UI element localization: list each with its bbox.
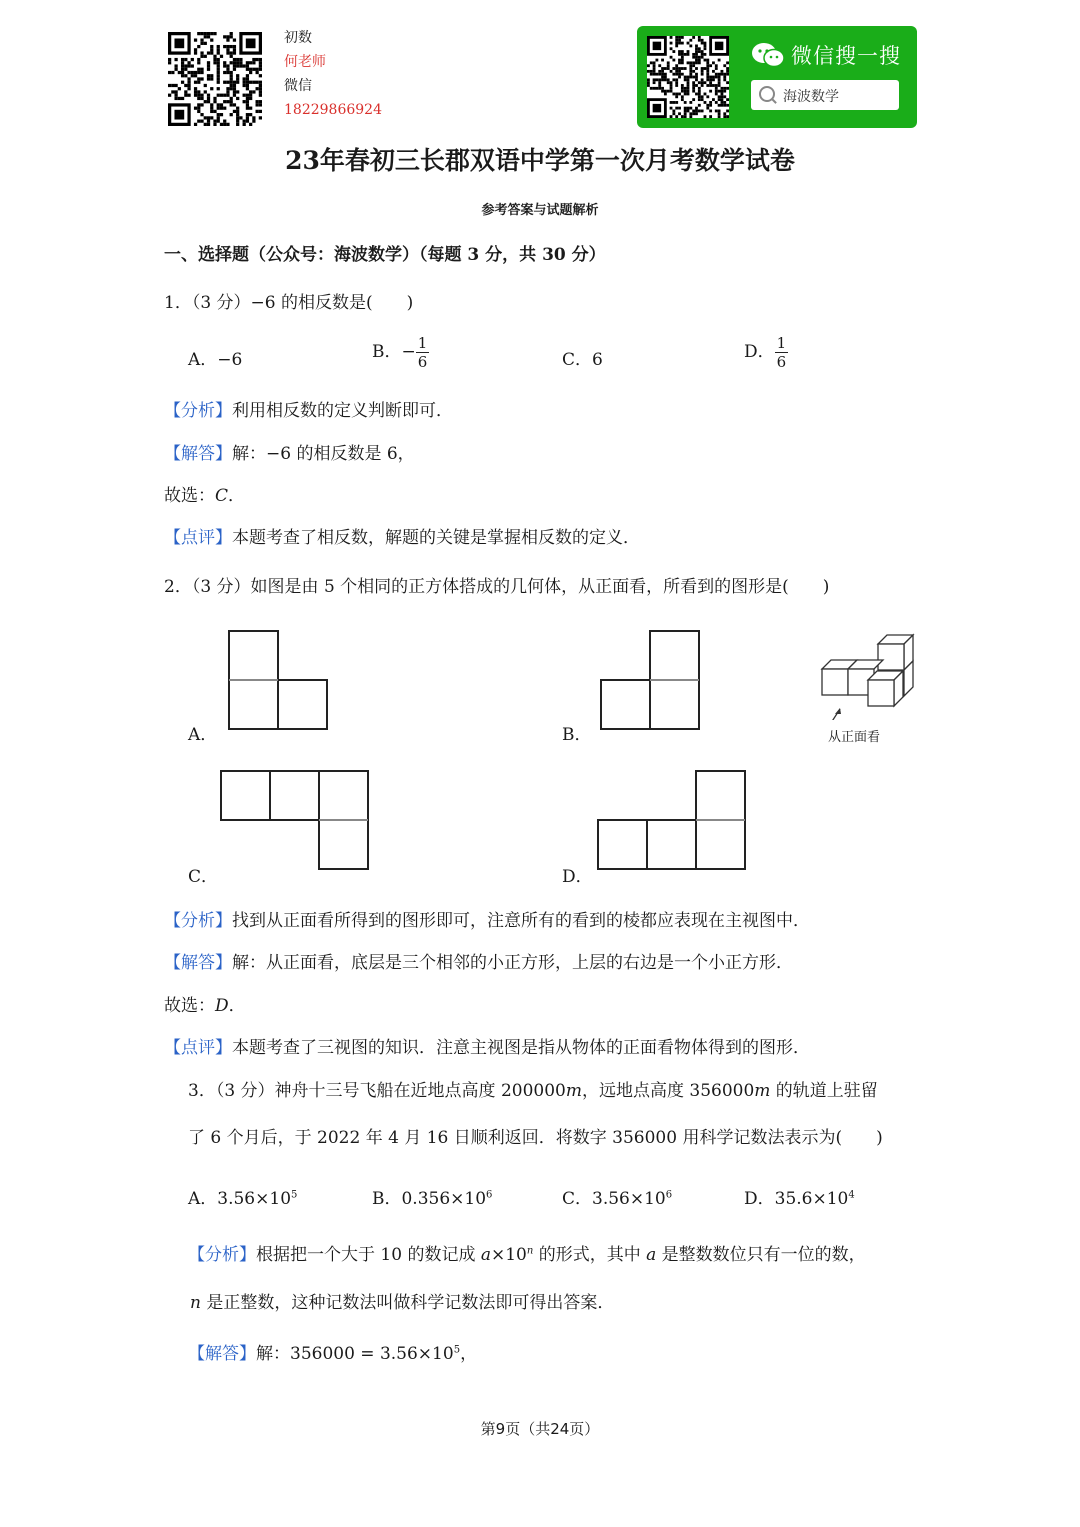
q1-option-b: B．− $\frac{1}{6}$ — [372, 334, 428, 371]
q2-solution: 【解答】解：从正面看，底层是三个相邻的小正方形，上层的右边是一个小正方形． — [164, 953, 793, 973]
q1-stem: 1．（3 分）−6 的相反数是( ) — [164, 293, 414, 313]
q1-option-a: A．−6 — [188, 350, 243, 370]
wechat-qr-image — [647, 36, 729, 118]
page-number: 第9页（共24页） — [480, 1420, 600, 1438]
q1-option-c: C．6 — [562, 350, 603, 370]
q2-figure-b — [598, 628, 704, 732]
q3-analysis-line2: n 是正整数，这种记数法叫做科学记数法即可得出答案． — [190, 1293, 615, 1313]
q3-analysis-line1: 【分析】根据把一个大于 10 的数记成 $a\times 10^n$ 的形式，其中 a 是整数数位只有一位的数， — [188, 1245, 866, 1265]
q3-option-a: A．$3.56\times 10^5$ — [188, 1189, 298, 1209]
document-title: 23年春初三长郡双语中学第一次月考数学试卷 — [285, 146, 795, 175]
q3-option-c: C．$3.56\times 10^6$ — [562, 1189, 673, 1209]
q2-option-d: D． — [562, 867, 593, 887]
q2-figure-c — [218, 768, 374, 872]
wechat-search-box[interactable] — [751, 80, 899, 110]
contact-line-4: 18229866924 — [284, 102, 382, 118]
q2-figure-a — [226, 628, 332, 732]
q2-choice: 故选：D． — [164, 996, 246, 1016]
qr-code-image — [168, 32, 262, 126]
q3-stem-line1: 3．（3 分）神舟十三号飞船在近地点高度 200000m，远地点高度 356000m 的轨道上驻留 — [188, 1081, 878, 1101]
contact-line-2: 何老师 — [284, 54, 326, 70]
q1-comment: 【点评】本题考查了相反数，解题的关键是掌握相反数的定义． — [164, 528, 640, 548]
contact-line-3: 微信 — [284, 78, 312, 94]
q2-analysis: 【分析】找到从正面看所得到的图形即可，注意所有的看到的棱都应表现在主视图中． — [164, 911, 810, 931]
q3-option-d: D．$35.6\times 10^4$ — [744, 1189, 855, 1209]
q2-stem: 2．（3 分）如图是由 5 个相同的正方体搭成的几何体，从正面看，所看到的图形是( ) — [164, 577, 830, 597]
q1-option-d: D． $\frac{1}{6}$ — [744, 334, 787, 371]
q3-option-b: B．$0.356\times 10^6$ — [372, 1189, 493, 1209]
document-subtitle: 参考答案与试题解析 — [481, 203, 599, 218]
q2-option-b: B． — [562, 725, 592, 745]
q3-stem-line2: 了 6 个月后，于 2022 年 4 月 16 日顺利返回．将数字 356000 用科学记数法表示为( ) — [188, 1128, 883, 1148]
wechat-title: 微信搜一搜 — [791, 44, 901, 68]
wechat-search-card — [637, 26, 917, 128]
q1-choice: 故选：C． — [164, 486, 246, 506]
contact-block — [284, 26, 382, 122]
q2-figure-caption: 从正面看 — [828, 730, 881, 745]
search-icon — [759, 86, 775, 102]
wechat-search-text: 海波数学 — [783, 89, 839, 105]
q2-figure-d — [595, 768, 751, 872]
q2-option-a: A． — [188, 725, 218, 745]
q1-analysis: 【分析】利用相反数的定义判断即可． — [164, 401, 453, 421]
q2-comment: 【点评】本题考查了三视图的知识．注意主视图是指从物体的正面看物体得到的图形． — [164, 1038, 810, 1058]
section-heading: 一、选择题（公众号：海波数学）（每题 3 分，共 30 分） — [164, 245, 606, 265]
q2-option-c: C． — [188, 867, 219, 887]
q3-solution: 【解答】解：$356000 = 3.56\times 10^5$， — [188, 1344, 478, 1364]
fraction: $\frac{1}{6}$ — [417, 334, 428, 371]
contact-line-1: 初数 — [284, 30, 312, 46]
q2-solid-figure — [818, 630, 918, 720]
q1-solution: 【解答】解：−6 的相反数是 6， — [164, 444, 415, 464]
fraction: $\frac{1}{6}$ — [776, 334, 787, 371]
